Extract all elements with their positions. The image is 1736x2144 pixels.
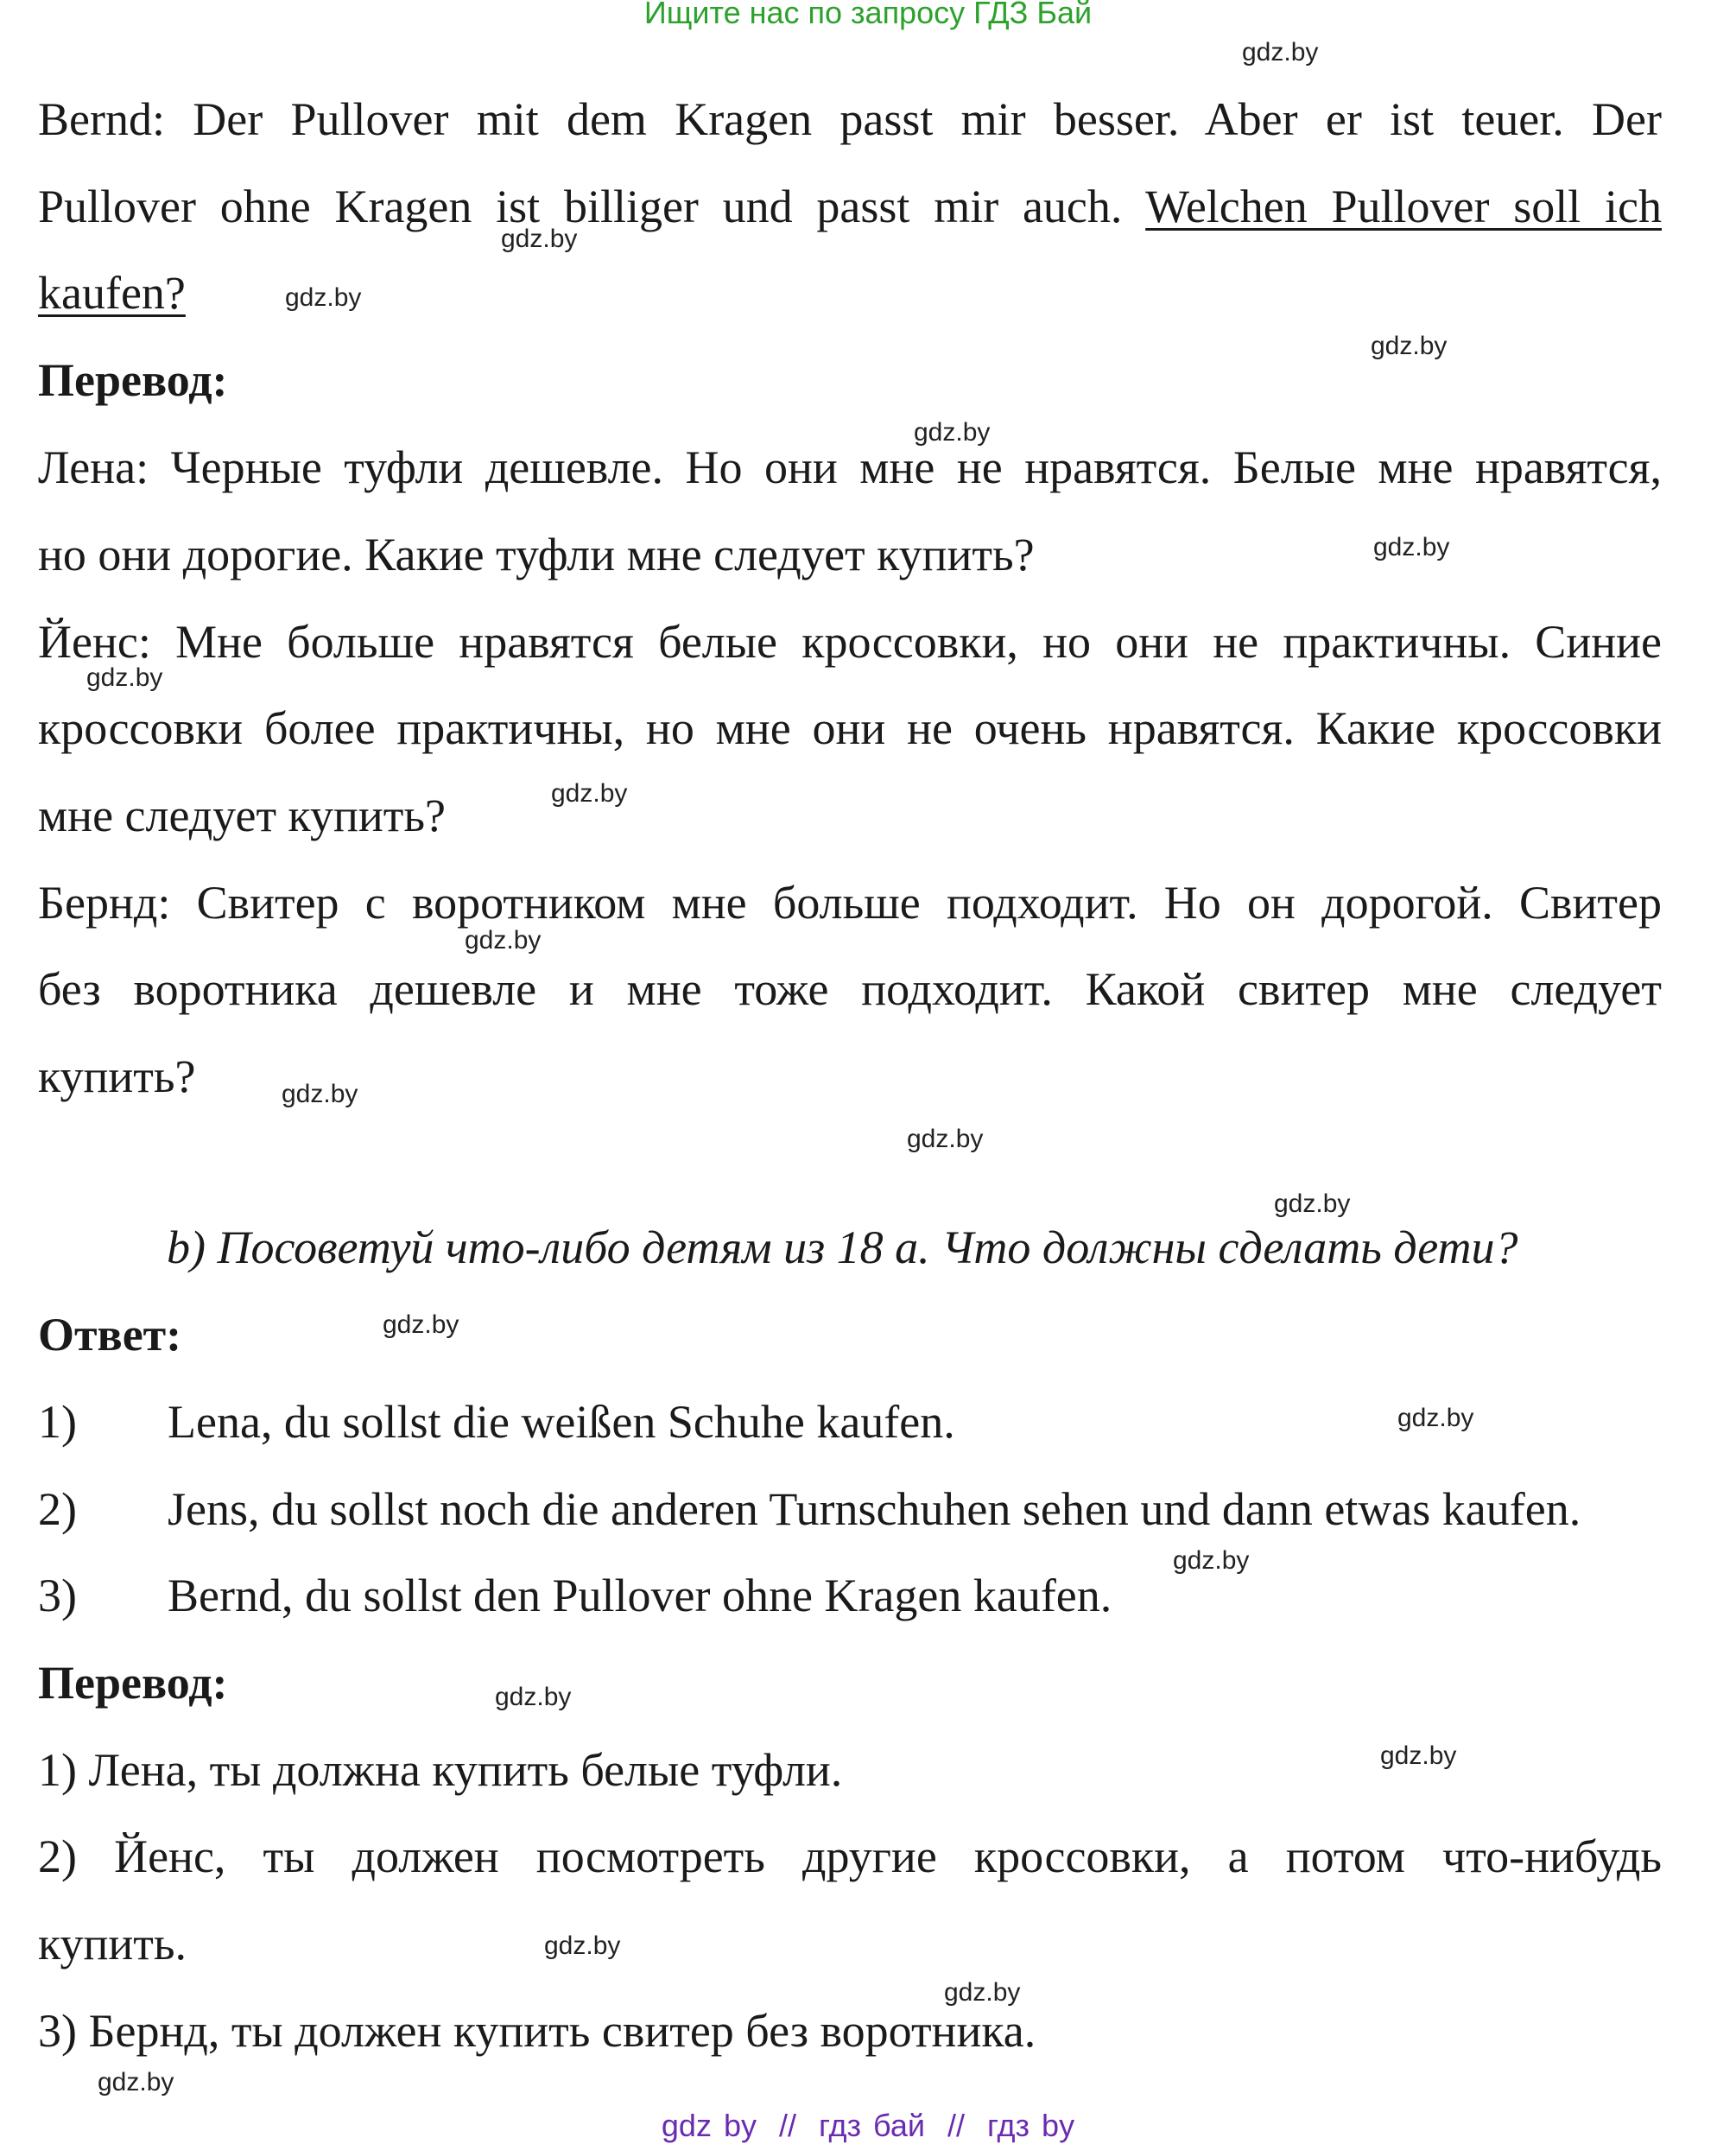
footer-link-gdz-bai[interactable]: гдз бай	[819, 2108, 925, 2143]
translation-1-line-4: кроссовки более практичны, но мне они не очень нравятся. Какие кроссовки	[38, 702, 1662, 754]
watermark: gdz.by	[501, 225, 578, 253]
german-bernd-plain-text: Pullover ohne Kragen ist billiger und passt mir auch.	[38, 181, 1146, 232]
german-bernd-question-part-1: Welchen Pullover soll ich	[1145, 181, 1662, 232]
translation-1-line-5: мне следует купить?	[38, 790, 446, 841]
watermark: gdz.by	[1242, 38, 1319, 67]
watermark: gdz.by	[1373, 533, 1450, 561]
answer-item-3-text: Bernd, du sollst den Pullover ohne Kragen kaufen.	[168, 1570, 1112, 1621]
german-bernd-line-1: Bernd: Der Pullover mit dem Kragen passt mir besser. Aber er ist teuer. Der	[38, 93, 1662, 145]
translation-2-heading: Перевод:	[38, 1657, 228, 1709]
watermark: gdz.by	[1173, 1546, 1250, 1575]
search-banner: Ищите нас по запросу ГДЗ Бай	[643, 0, 1093, 30]
answer-item-1-text: Lena, du sollst die weißen Schuhe kaufen.	[168, 1396, 955, 1448]
answer-item-2	[38, 1481, 1662, 1537]
translation-1-line-2: но они дорогие. Какие туфли мне следует купить?	[38, 529, 1035, 580]
translation-2-line-2: 2) Йенс, ты должен посмотреть другие кроссовки, а потом что-нибудь	[38, 1830, 1662, 1882]
answer-item-2-text: Jens, du sollst noch die anderen Turnschuhen sehen und dann etwas kaufen.	[168, 1483, 1581, 1535]
watermark: gdz.by	[914, 418, 991, 447]
watermark: gdz.by	[944, 1978, 1021, 2007]
watermark: gdz.by	[465, 926, 542, 955]
task-b-heading: b) Посоветуй что-либо детям из 18 a. Что должны сделать дети?	[167, 1221, 1518, 1273]
answer-item-3-number: 3)	[38, 1570, 77, 1621]
translation-1-line-3: Йенс: Мне больше нравятся белые кроссовки, но они не практичны. Синие	[38, 616, 1662, 668]
watermark: gdz.by	[551, 779, 628, 808]
watermark: gdz.by	[1371, 332, 1448, 360]
watermark: gdz.by	[98, 2068, 174, 2096]
translation-1-line-7: без воротника дешевле и мне тоже подходит. Какой свитер мне следует	[38, 963, 1662, 1015]
answer-heading: Ответ:	[38, 1309, 182, 1361]
watermark: gdz.by	[1397, 1404, 1474, 1432]
watermark: gdz.by	[282, 1080, 358, 1108]
watermark: gdz.by	[285, 283, 362, 312]
german-bernd-line-3	[38, 265, 1662, 320]
footer-link-gdz-by-cyr[interactable]: гдз by	[987, 2108, 1075, 2143]
watermark: gdz.by	[544, 1932, 621, 1960]
watermark: gdz.by	[495, 1683, 572, 1711]
watermark: gdz.by	[86, 663, 163, 692]
footer-separator: //	[779, 2108, 797, 2143]
translation-2-line-3: купить.	[38, 1918, 187, 1970]
watermark: gdz.by	[383, 1310, 459, 1339]
watermark: gdz.by	[1274, 1189, 1351, 1218]
answer-item-3	[38, 1568, 1662, 1623]
answer-item-2-number: 2)	[38, 1483, 77, 1535]
watermark: gdz.by	[1380, 1741, 1457, 1770]
translation-1-line-8: купить?	[38, 1050, 196, 1102]
translation-2-line-4: 3) Бернд, ты должен купить свитер без воротника.	[38, 2005, 1036, 2057]
german-bernd-question-part-2: kaufen?	[38, 267, 186, 319]
answer-item-1-number: 1)	[38, 1396, 77, 1448]
watermark: gdz.by	[907, 1125, 984, 1153]
footer-link-gdz-by[interactable]: gdz by	[661, 2108, 757, 2143]
translation-1-line-6: Бернд: Свитер с воротником мне больше подходит. Но он дорогой. Свитер	[38, 877, 1662, 929]
footer-links	[0, 2108, 1736, 2144]
german-bernd-line-2	[38, 179, 1662, 234]
footer-separator: //	[947, 2108, 966, 2143]
translation-2-line-1: 1) Лена, ты должна купить белые туфли.	[38, 1744, 843, 1796]
translation-1-line-1: Лена: Черные туфли дешевле. Но они мне не нравятся. Белые мне нравятся,	[38, 441, 1662, 493]
translation-1-heading: Перевод:	[38, 354, 228, 406]
